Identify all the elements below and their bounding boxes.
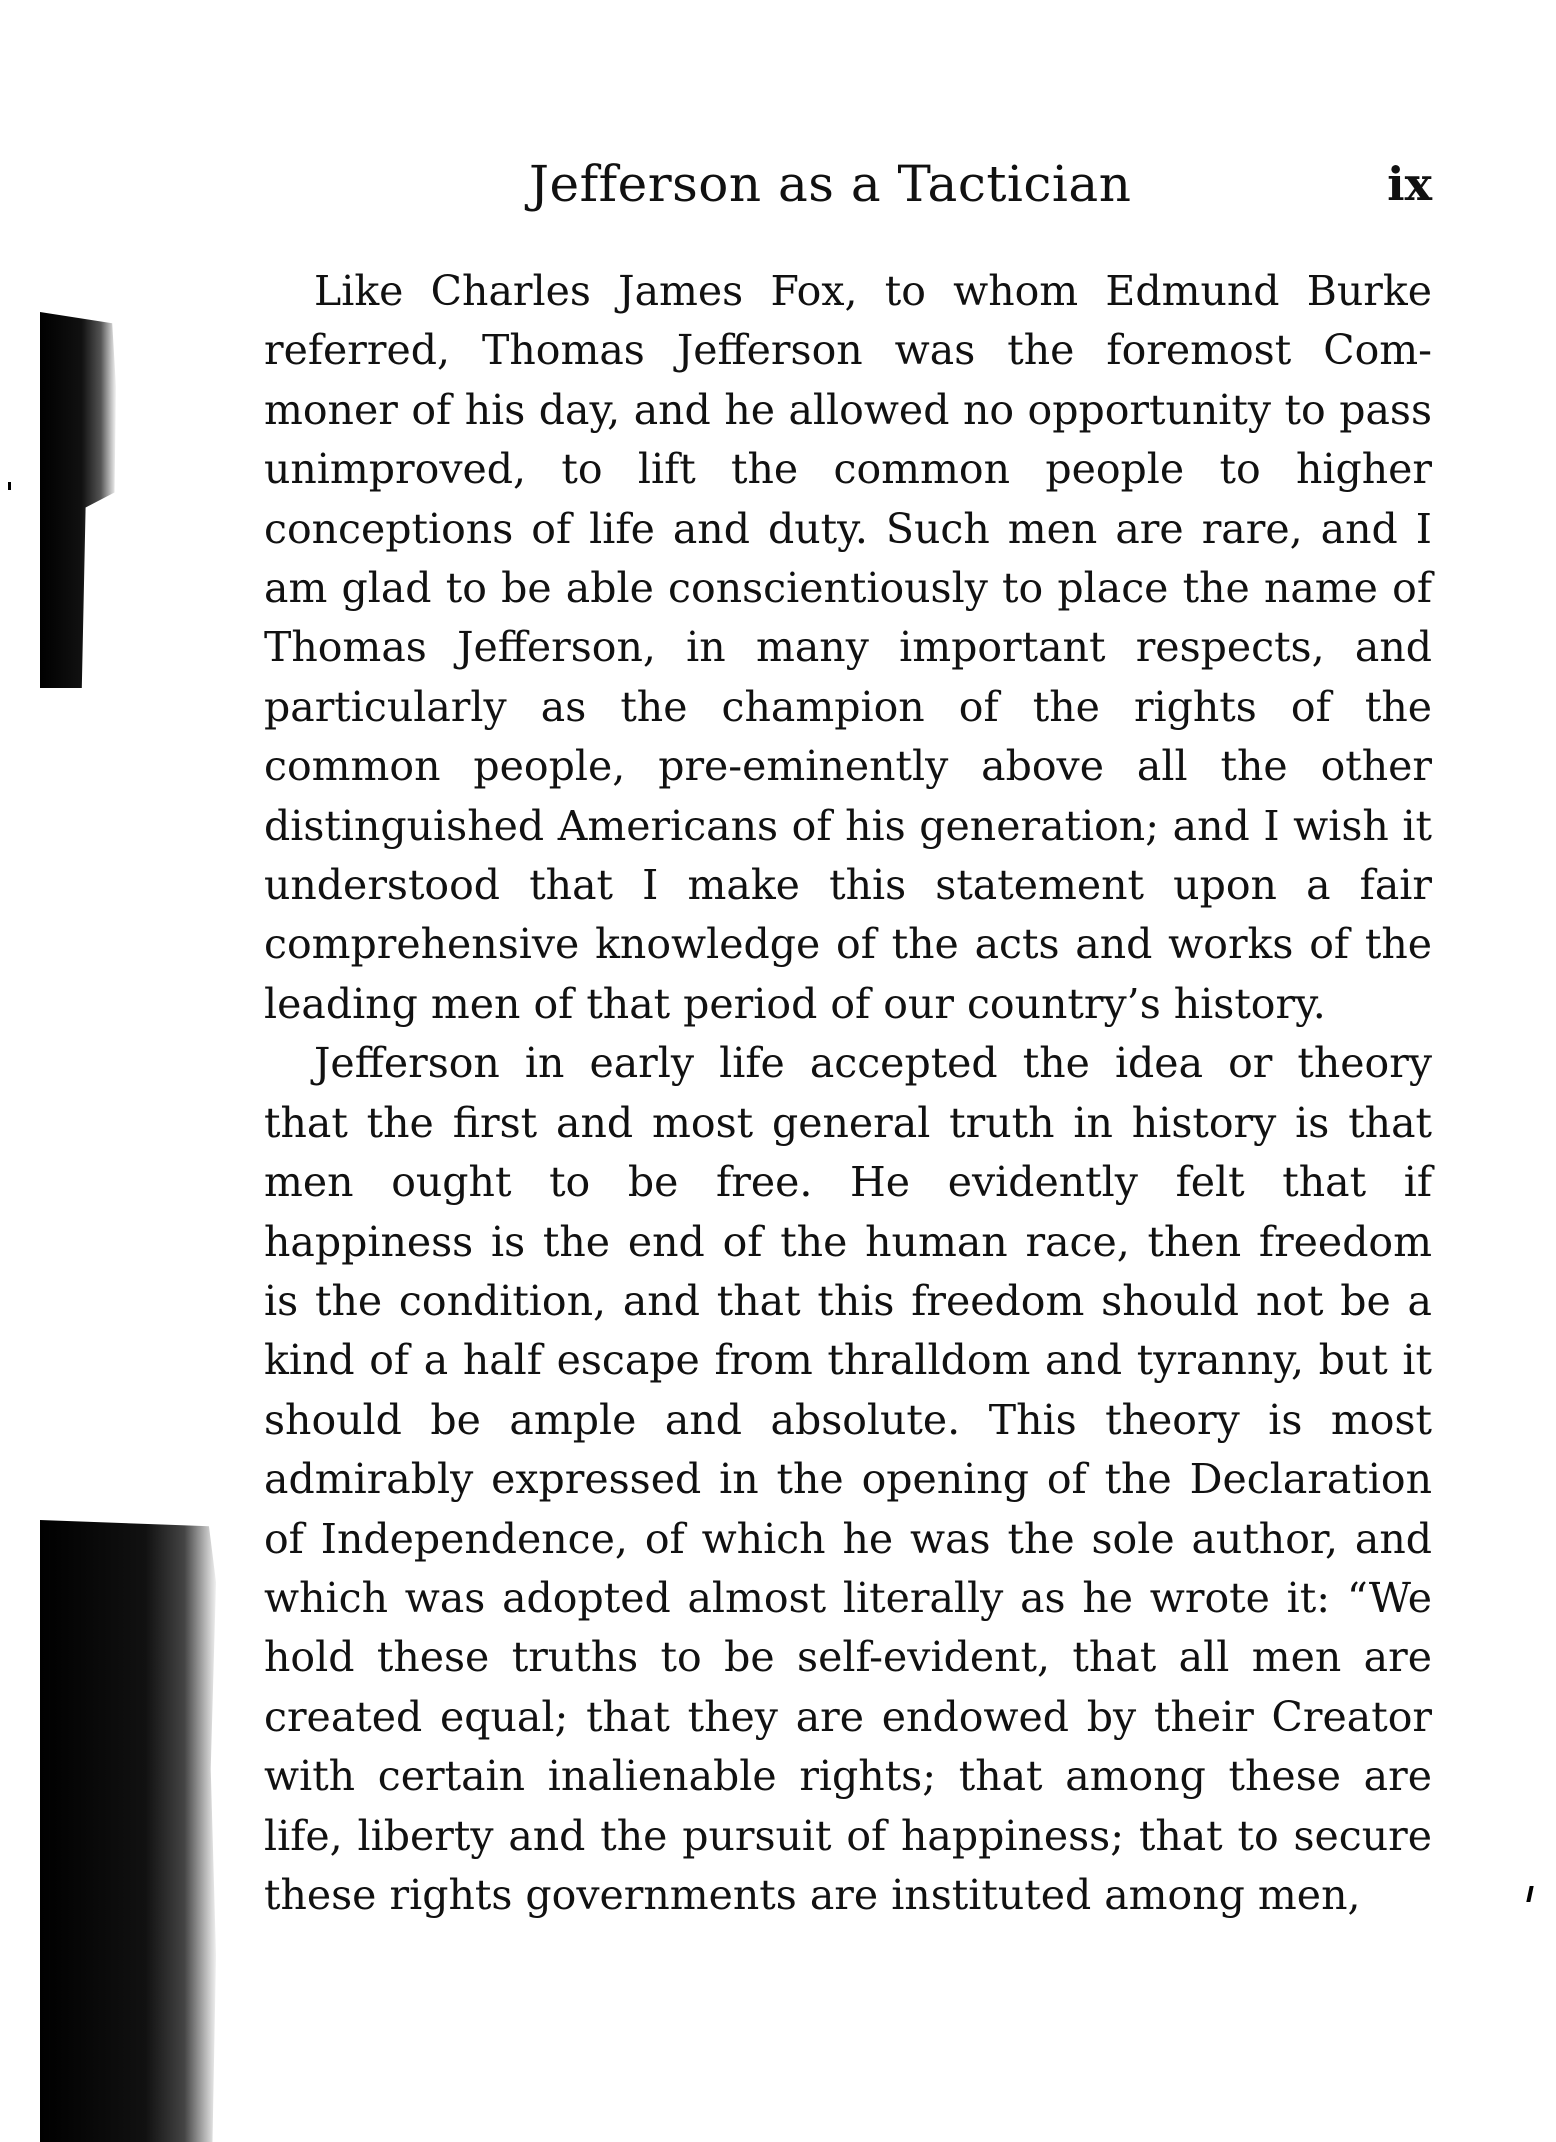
body-text (264, 262, 1432, 1925)
page-header (264, 148, 1432, 220)
paragraph-1: Like Charles James Fox, to whom Edmund Burke referred, Thomas Jefferson was the foremost Commoner of his day, and he allowed no opportunity to pass unimproved, to lift the common people to higher conceptions of life and duty. Such men are rare, and I am glad to be able conscientiously to place the name of Thomas Jefferson, in many important respects, and particularly as the champion of the rights of the common people, pre-eminently above all the other distinguished Americans of his generation; and I wish it understood that I make this statement upon a fair comprehensive knowledge of the acts and works of the leading men of that period of our country’s history. (264, 267, 1432, 1028)
paragraph-2: Jefferson in early life accepted the idea or theory that the first and most general truth in history is that men ought to be free. He evidently felt that if happiness is the end of the human race, then freedom is the condition, and that this freedom should not be a kind of a half escape from thralldom and tyranny, but it should be ample and absolute. This theory is most admirably expressed in the opening of the Declaration of Independence, of which he was the sole author, and which was adopted almost literally as he wrote it: “We hold these truths to be self-evident, that all men are created equal; that they are endowed by their Creator with certain inalienable rights; that among these are life, liberty and the pursuit of happiness; that to secure these rights governments are instituted among men, (264, 1039, 1432, 1919)
scan-speck (8, 482, 11, 490)
scan-shadow-bottom (40, 1520, 216, 2142)
scan-shadow-top (40, 312, 116, 688)
scan-speck (1526, 1886, 1533, 1902)
page-number: ix (1387, 157, 1432, 211)
running-title: Jefferson as a Tactician (529, 155, 1132, 213)
